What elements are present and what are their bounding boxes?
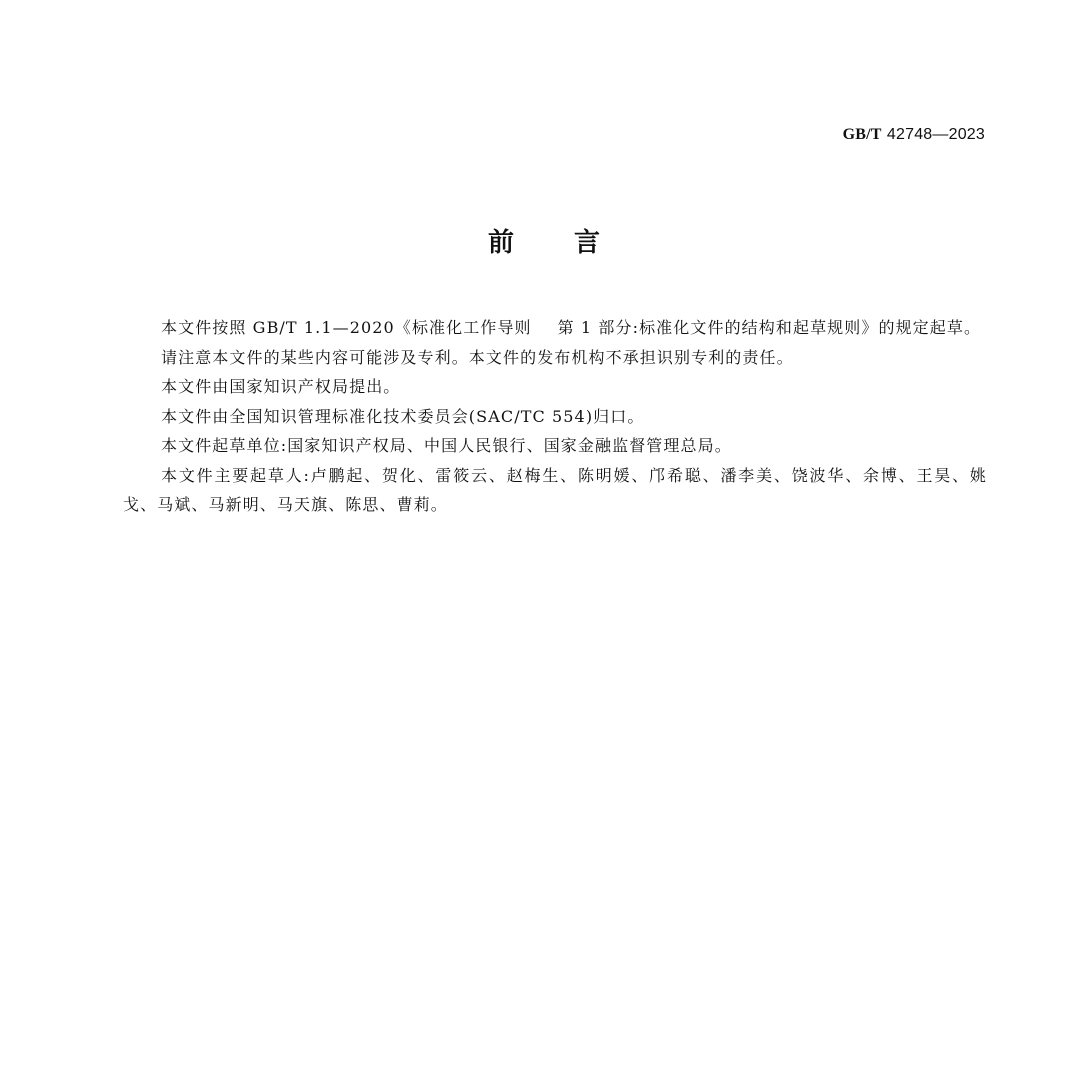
paragraph-proposer: 本文件由国家知识产权局提出。 bbox=[161, 377, 401, 396]
paragraph-drafting-rules-part1: 本文件按照 GB/T 1.1—2020《标准化工作导则 bbox=[161, 318, 532, 337]
paragraph-patent-notice: 请注意本文件的某些内容可能涉及专利。本文件的发布机构不承担识别专利的责任。 bbox=[161, 347, 794, 367]
standard-number-header bbox=[843, 124, 985, 144]
standard-prefix: GB/T bbox=[842, 126, 882, 143]
title-char-1: 前 bbox=[487, 228, 514, 258]
standard-number: 42748—2023 bbox=[886, 126, 985, 143]
page-title bbox=[0, 222, 1088, 259]
title-char-2: 言 bbox=[574, 228, 601, 258]
paragraph-drafting-units: 本文件起草单位:国家知识产权局、中国人民银行、国家金融监督管理总局。 bbox=[161, 436, 732, 455]
paragraph-drafting-rules bbox=[123, 313, 987, 343]
paragraph-drafting-rules-part2: 第 1 部分:标准化文件的结构和起草规则》的规定起草。 bbox=[557, 318, 982, 337]
foreword-body bbox=[123, 313, 987, 520]
paragraph-technical-committee: 本文件由全国知识管理标准化技术委员会(SAC/TC 554)归口。 bbox=[161, 406, 645, 426]
paragraph-drafters: 本文件主要起草人:卢鹏起、贺化、雷筱云、赵梅生、陈明媛、邝希聪、潘李美、饶波华、余博、王昊、姚戈、马斌、马新明、马天旗、陈思、曹莉。 bbox=[123, 465, 987, 514]
